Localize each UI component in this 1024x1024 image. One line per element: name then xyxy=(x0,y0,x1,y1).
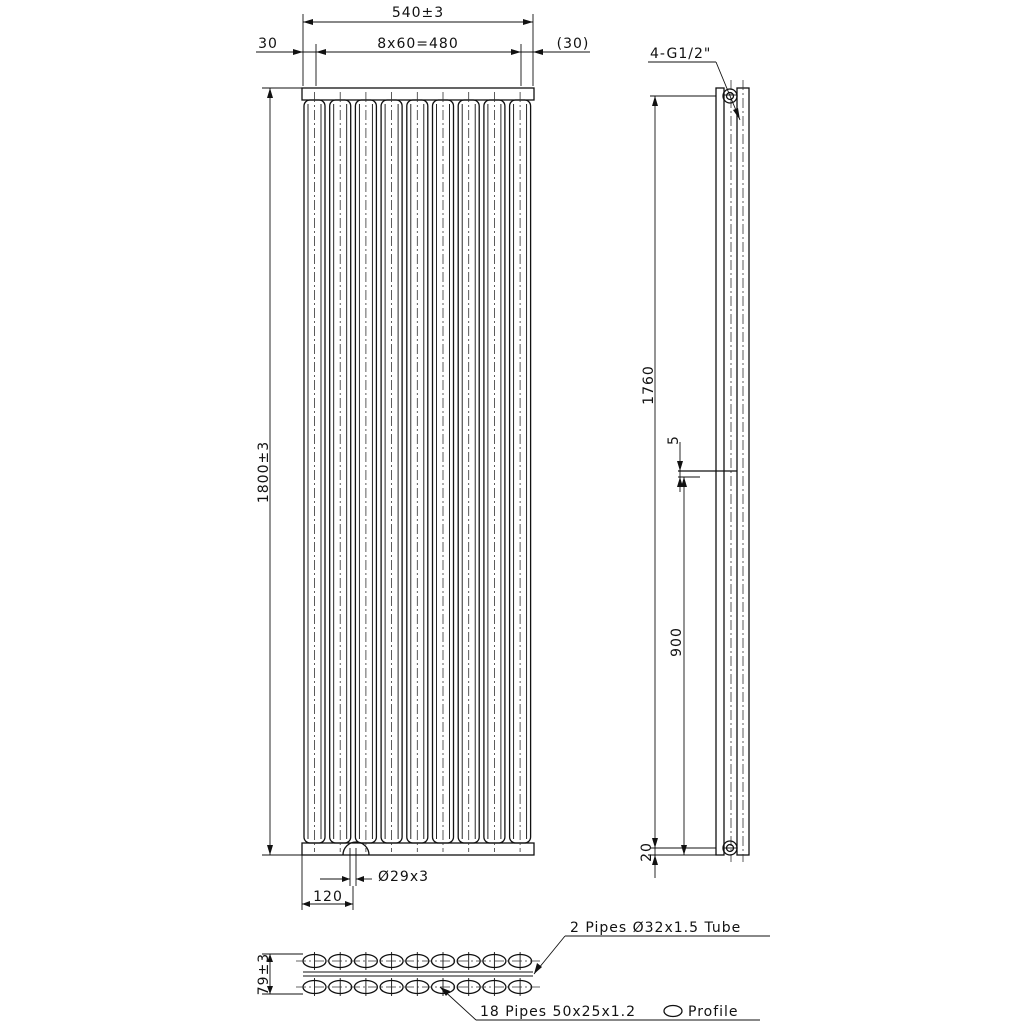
pipe-diameter-dimension xyxy=(320,862,372,886)
bracket-height-dimension xyxy=(648,477,716,855)
bracket-height-label: 900 xyxy=(669,627,685,657)
vertical-tube xyxy=(355,92,376,852)
left-offset-label: 30 xyxy=(258,36,278,52)
section-view xyxy=(256,920,770,1020)
vertical-tube xyxy=(330,92,351,852)
bottom-header-bar xyxy=(302,843,534,855)
front-view xyxy=(256,5,590,910)
bracket-gap-label: 5 xyxy=(666,435,682,445)
bottom-offset-label: 20 xyxy=(639,842,655,862)
header-pipes-label: 2 Pipes Ø32x1.5 Tube xyxy=(570,920,742,936)
vertical-tube xyxy=(484,92,505,852)
center-distance-dimension xyxy=(650,96,716,848)
vertical-tube xyxy=(304,92,325,852)
vertical-tube xyxy=(381,92,402,852)
vertical-tube xyxy=(433,92,454,852)
connection-leader xyxy=(648,62,740,120)
tube-spacing-label: 8x60=480 xyxy=(377,36,459,52)
depth-label: 79±3 xyxy=(256,952,272,996)
right-offset-label: (30) xyxy=(556,36,590,52)
top-header-bar xyxy=(302,88,534,100)
inlet-offset-label: 120 xyxy=(313,889,343,905)
profile-suffix-label: Profile xyxy=(688,1004,739,1020)
profile-pipes-label: 18 Pipes 50x25x1.2 xyxy=(480,1004,636,1020)
height-label: 1800±3 xyxy=(256,440,272,504)
header-pipes-leader xyxy=(534,936,770,974)
oval-profile-symbol xyxy=(664,1006,682,1017)
bottom-inlet-pipe xyxy=(343,842,369,862)
vertical-tube xyxy=(407,92,428,852)
profile-pipes xyxy=(303,952,532,996)
pipe-diameter-label: Ø29x3 xyxy=(378,869,430,885)
vertical-tube xyxy=(510,92,531,852)
vertical-tube xyxy=(458,92,479,852)
center-distance-label: 1760 xyxy=(641,365,657,405)
connection-label: 4-G1/2" xyxy=(650,46,712,62)
vertical-tubes xyxy=(304,92,531,852)
overall-width-label: 540±3 xyxy=(391,5,445,21)
side-view xyxy=(639,46,749,878)
